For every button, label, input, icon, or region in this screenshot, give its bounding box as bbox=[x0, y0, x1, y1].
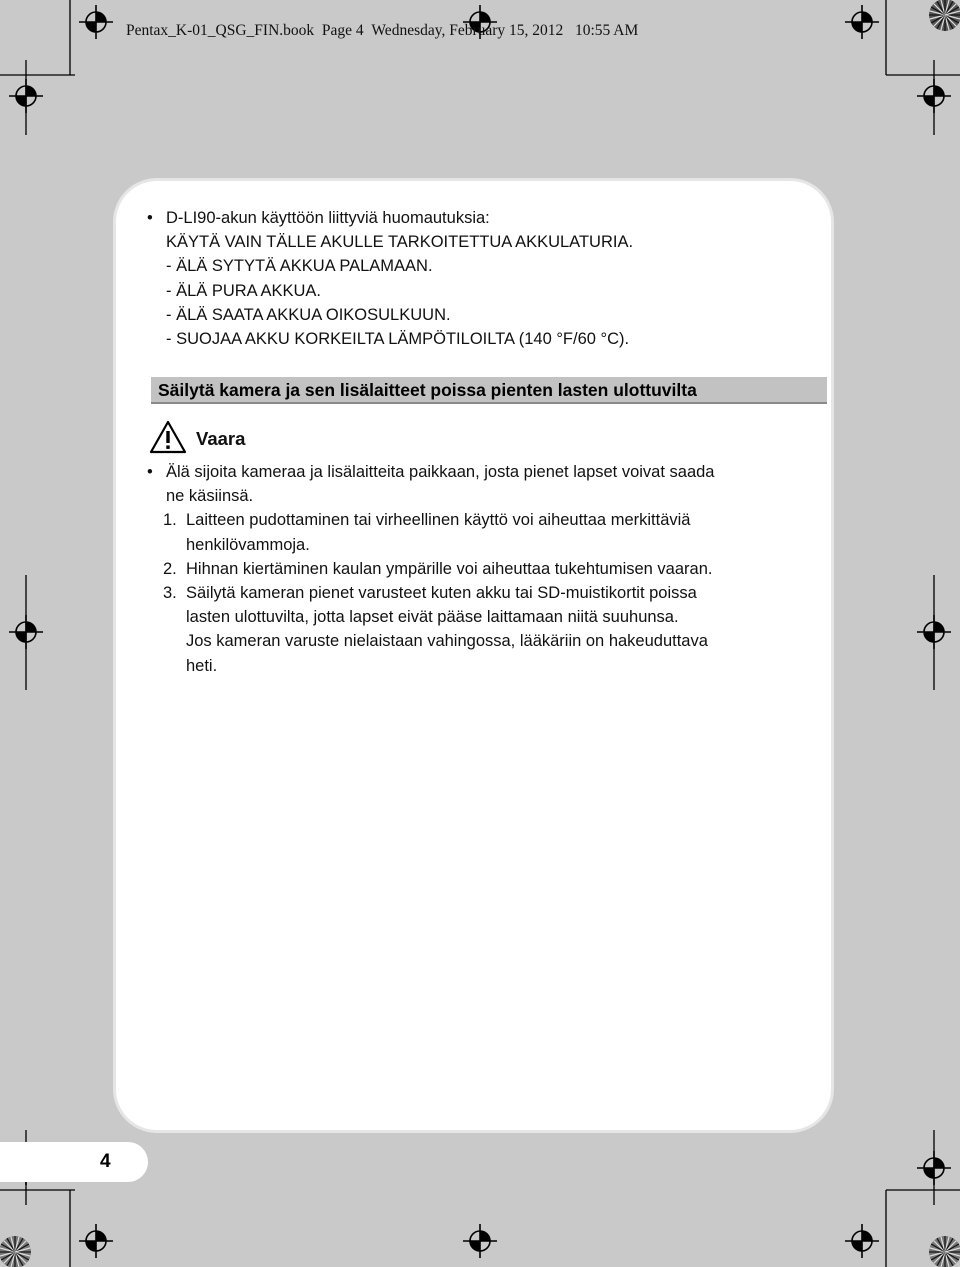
header-time: 10:55 AM bbox=[574, 22, 639, 39]
battery-notes-title: D-LI90-akun käyttöön liittyviä huomautuksia: bbox=[166, 209, 490, 227]
bullet-icon: • bbox=[147, 463, 153, 481]
item-number: 3. bbox=[163, 584, 177, 603]
page-number-tab bbox=[0, 1142, 148, 1182]
print-header bbox=[126, 22, 638, 40]
section-title: Säilytä kamera ja sen lisälaitteet poissa pienten lasten ulottuvilta bbox=[151, 377, 827, 404]
warning-triangle-icon bbox=[149, 420, 187, 454]
header-date: Wednesday, February 15, 2012 bbox=[371, 22, 564, 39]
battery-note-line: - ÄLÄ PURA AKKUA. bbox=[166, 281, 321, 300]
item-number: 2. bbox=[163, 559, 177, 578]
header-page-info: Page 4 bbox=[321, 22, 364, 39]
page-number: 4 bbox=[100, 1151, 111, 1172]
battery-note-line: - ÄLÄ SAATA AKKUA OIKOSULKUUN. bbox=[166, 305, 451, 324]
warning-intro: • Älä sijoita kameraa ja lisälaitteita paikkaan, josta pienet lapset voivat saada ne käsiinsä. bbox=[147, 460, 714, 508]
warning-item: 2. Hihnan kiertäminen kaulan ympärille voi aiheuttaa tukehtumisen vaaran. bbox=[147, 557, 714, 581]
battery-note-line: - SUOJAA AKKU KORKEILTA LÄMPÖTILOILTA (140 °F/60 °C). bbox=[166, 330, 630, 349]
warning-label: Vaara bbox=[196, 428, 246, 449]
warning-item: 3. Säilytä kameran pienet varusteet kuten akku tai SD-muistikortit poissa lasten ulottuvilta, jotta lapset eivät pääse laittamaan niitä suuhunsa. Jos kameran varuste nielaistaan vahingossa, lääkäriin on hakeuduttava heti. bbox=[147, 581, 714, 678]
battery-notes bbox=[147, 206, 633, 351]
battery-notes-title-row bbox=[147, 206, 633, 230]
bullet-icon: • bbox=[147, 209, 153, 227]
item-number: 1. bbox=[163, 511, 177, 530]
warning-item: 1. Laitteen pudottaminen tai virheellinen käyttö voi aiheuttaa merkittäviä henkilövammoja. bbox=[147, 508, 714, 556]
battery-note-line: - ÄLÄ SYTYTÄ AKKUA PALAMAAN. bbox=[166, 257, 433, 276]
battery-note-line: KÄYTÄ VAIN TÄLLE AKULLE TARKOITETTUA AKKULATURIA. bbox=[166, 233, 634, 252]
warning-body bbox=[147, 460, 714, 678]
header-filename: Pentax_K-01_QSG_FIN.book bbox=[126, 22, 315, 39]
